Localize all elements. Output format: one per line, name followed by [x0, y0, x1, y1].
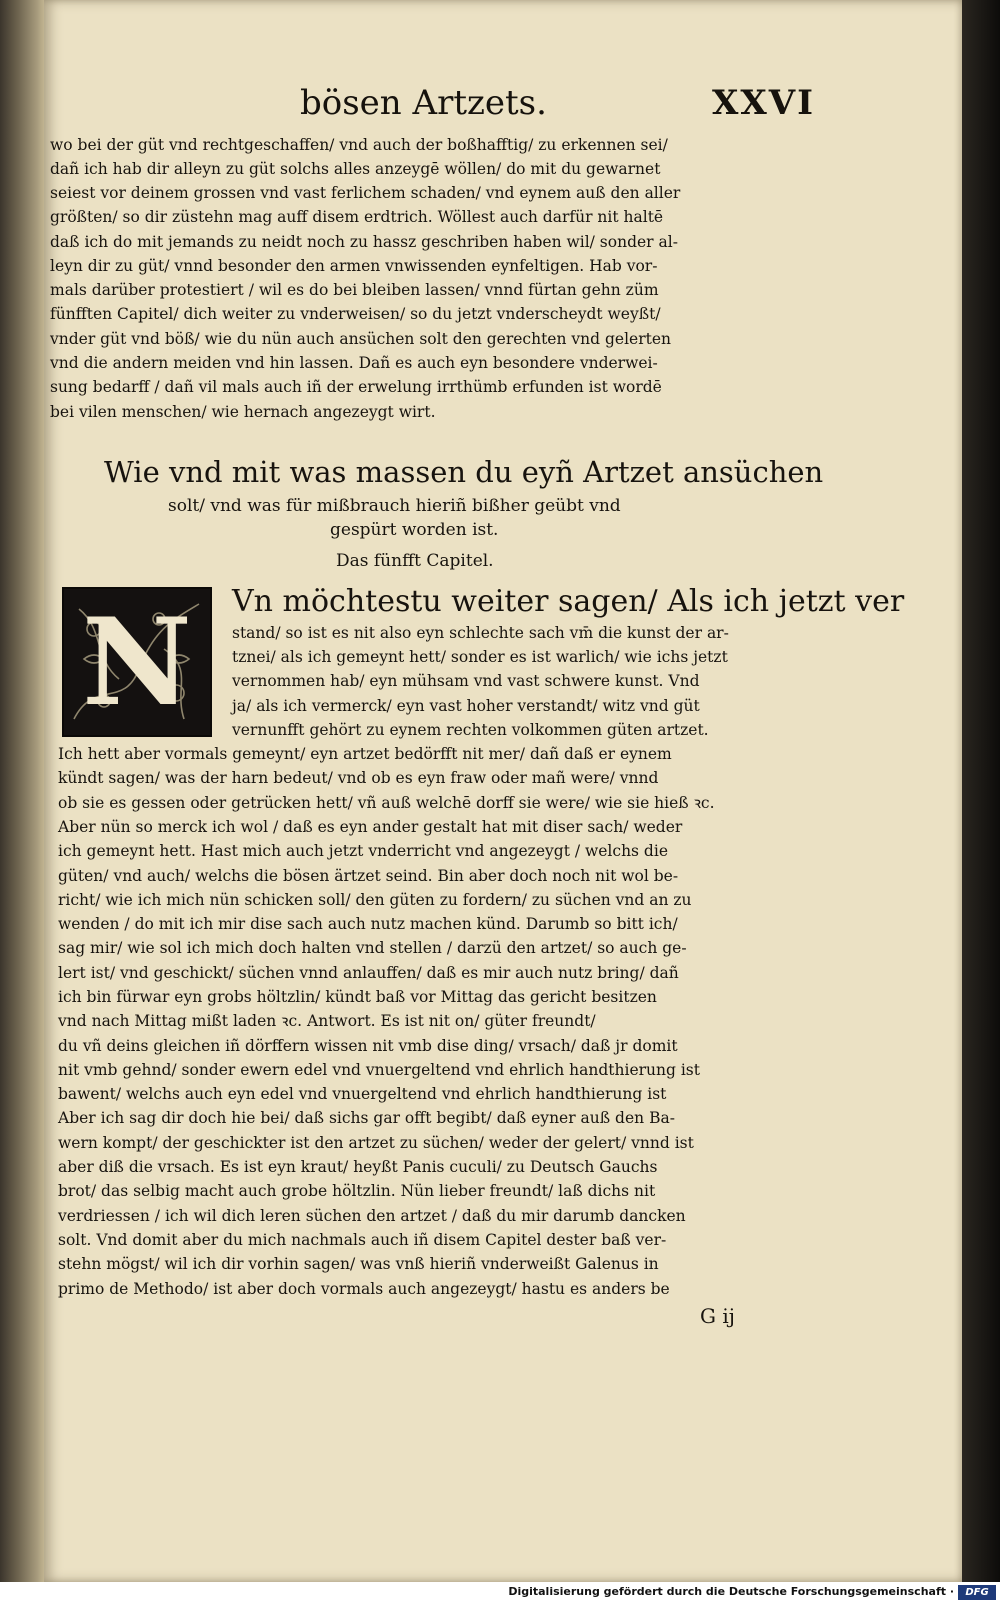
- text-line: wenden / do mit ich mir dise sach auch nutz machen künd. Darumb so bitt ich/: [58, 915, 678, 933]
- text-line: vernunfft gehört zu eynem rechten volkommen güten artzet.: [232, 721, 709, 739]
- text-line: primo de Methodo/ ist aber doch vormals auch angezeygt/ hastu es anders be: [58, 1280, 670, 1298]
- text-line: ich bin fürwar eyn grobs höltzlin/ kündt baß vor Mittag das gericht besitzen: [58, 988, 657, 1006]
- text-line: Aber ich sag dir doch hie bei/ daß sichs gar offt begibt/ daß eyner auß den Ba-: [58, 1109, 675, 1127]
- text-line: sag mir/ wie sol ich mich doch halten vnd stellen / darzü den artzet/ so auch ge-: [58, 939, 687, 957]
- text-line: wo bei der güt vnd rechtgeschaffen/ vnd auch der boßhafftig/ zu erkennen sei/: [50, 136, 668, 154]
- text-line: fünfften Capitel/ dich weiter zu vnderweisen/ so du jetzt vnderscheydt weyßt/: [50, 305, 661, 323]
- text-line: Aber nün so merck ich wol / daß es eyn ander gestalt hat mit diser sach/ weder: [58, 818, 683, 836]
- text-line: dañ ich hab dir alleyn zu güt solchs alles anzeygē wöllen/ do mit du gewarnet: [50, 160, 661, 178]
- text-line: aber diß die vrsach. Es ist eyn kraut/ heyßt Panis cuculi/ zu Deutsch Gauchs: [58, 1158, 658, 1176]
- text-line: seiest vor deinem grossen vnd vast ferlichem schaden/ vnd eynem auß den aller: [50, 184, 681, 202]
- text-line: kündt sagen/ was der harn bedeut/ vnd ob es eyn fraw oder mañ were/ vnnd: [58, 769, 659, 787]
- text-line: ja/ als ich vermerck/ eyn vast hoher verstandt/ witz vnd güt: [232, 697, 700, 715]
- text-line: vnd nach Mittag mißt laden ꝛc. Antwort. Es ist nit on/ güter freundt/: [58, 1012, 596, 1030]
- text-line: verdriessen / ich wil dich leren süchen den artzet / daß du mir darumb dancken: [58, 1207, 686, 1225]
- dfg-logo-icon: DFG: [958, 1585, 996, 1600]
- book-spine-edge: [0, 0, 46, 1582]
- text-line: solt. Vnd domit aber du mich nachmals auch iñ disem Capitel dester baß ver-: [58, 1231, 667, 1249]
- lead-line: Vn möchtestu weiter sagen/ Als ich jetzt ver: [232, 584, 905, 619]
- text-line: ob sie es gessen oder getrücken hett/ vñ auß welchē dorff sie were/ wie sie hieß ꝛc.: [58, 794, 715, 812]
- text-line: vnder güt vnd böß/ wie du nün auch ansüchen solt den gerechten vnd gelerten: [50, 330, 671, 348]
- footer-credit: Digitalisierung gefördert durch die Deutsche Forschungsgemeinschaft ·: [508, 1585, 954, 1598]
- text-line: wern kompt/ der geschickter ist den artzet zu süchen/ weder der gelert/ vnnd ist: [58, 1134, 694, 1152]
- text-line: stand/ so ist es nit also eyn schlechte sach vm̄ die kunst der ar-: [232, 624, 729, 642]
- text-line: mals darüber protestiert / wil es do bei bleiben lassen/ vnnd fürtan gehn züm: [50, 281, 659, 299]
- decorated-initial: [62, 587, 212, 737]
- folio-number: XXVI: [712, 83, 816, 123]
- text-line: brot/ das selbig macht auch grobe höltzlin. Nün lieber freundt/ laß dichs nit: [58, 1182, 656, 1200]
- text-line: du vñ deins gleichen iñ dörffern wissen nit vmb dise ding/ vrsach/ daß jr domit: [58, 1037, 678, 1055]
- chapter-heading-title: Wie vnd mit was massen du eyñ Artzet ansüchen: [104, 455, 824, 489]
- chapter-heading-subtitle: solt/ vnd was für mißbrauch hieriñ bißher geübt vnd: [168, 496, 621, 516]
- running-head: bösen Artzets.: [300, 83, 547, 123]
- text-line: stehn mögst/ wil ich dir vorhin sagen/ was vnß hieriñ vnderweißt Galenus in: [58, 1255, 659, 1273]
- initial-letter: N: [82, 592, 192, 733]
- text-line: lert ist/ vnd geschickt/ süchen vnnd anlauffen/ daß es mir auch nutz bring/ dañ: [58, 964, 679, 982]
- text-line: leyn dir zu güt/ vnnd besonder den armen vnwissenden eynfeltigen. Hab vor-: [50, 257, 658, 275]
- page-right-edge: [962, 0, 1000, 1582]
- signature-mark: G ij: [700, 1304, 735, 1328]
- text-line: bei vilen menschen/ wie hernach angezeygt wirt.: [50, 403, 436, 421]
- text-line: Ich hett aber vormals gemeynt/ eyn artzet bedörfft nit mer/ dañ daß er eynem: [58, 745, 672, 763]
- chapter-label: Das fünfft Capitel.: [336, 551, 494, 571]
- text-line: vnd die andern meiden vnd hin lassen. Dañ es auch eyn besondere vnderwei-: [50, 354, 658, 372]
- text-line: güten/ vnd auch/ welchs die bösen ärtzet seind. Bin aber doch noch nit wol be-: [58, 867, 679, 885]
- text-line: nit vmb gehnd/ sonder ewern edel vnd vnuergeltend vnd ehrlich handthierung ist: [58, 1061, 700, 1079]
- text-line: sung bedarff / dañ vil mals auch iñ der erwelung irrthümb erfunden ist wordē: [50, 378, 662, 396]
- text-line: richt/ wie ich mich nün schicken soll/ den güten zu fordern/ zu süchen vnd an zu: [58, 891, 692, 909]
- text-line: größten/ so dir züstehn mag auff disem erdtrich. Wöllest auch darfür nit haltē: [50, 208, 664, 226]
- text-line: daß ich do mit jemands zu neidt noch zu hassz geschriben haben wil/ sonder al-: [50, 233, 678, 251]
- text-line: bawent/ welchs auch eyn edel vnd vnuergeltend vnd ehrlich handthierung ist: [58, 1085, 667, 1103]
- chapter-heading-subtitle: gespürt worden ist.: [330, 520, 499, 540]
- text-line: ich gemeynt hett. Hast mich auch jetzt vnderricht vnd angezeygt / welchs die: [58, 842, 668, 860]
- footer-bar: [0, 1582, 1000, 1603]
- text-line: vernommen hab/ eyn mühsam vnd vast schwere kunst. Vnd: [232, 672, 700, 690]
- text-line: tznei/ als ich gemeynt hett/ sonder es ist warlich/ wie ichs jetzt: [232, 648, 728, 666]
